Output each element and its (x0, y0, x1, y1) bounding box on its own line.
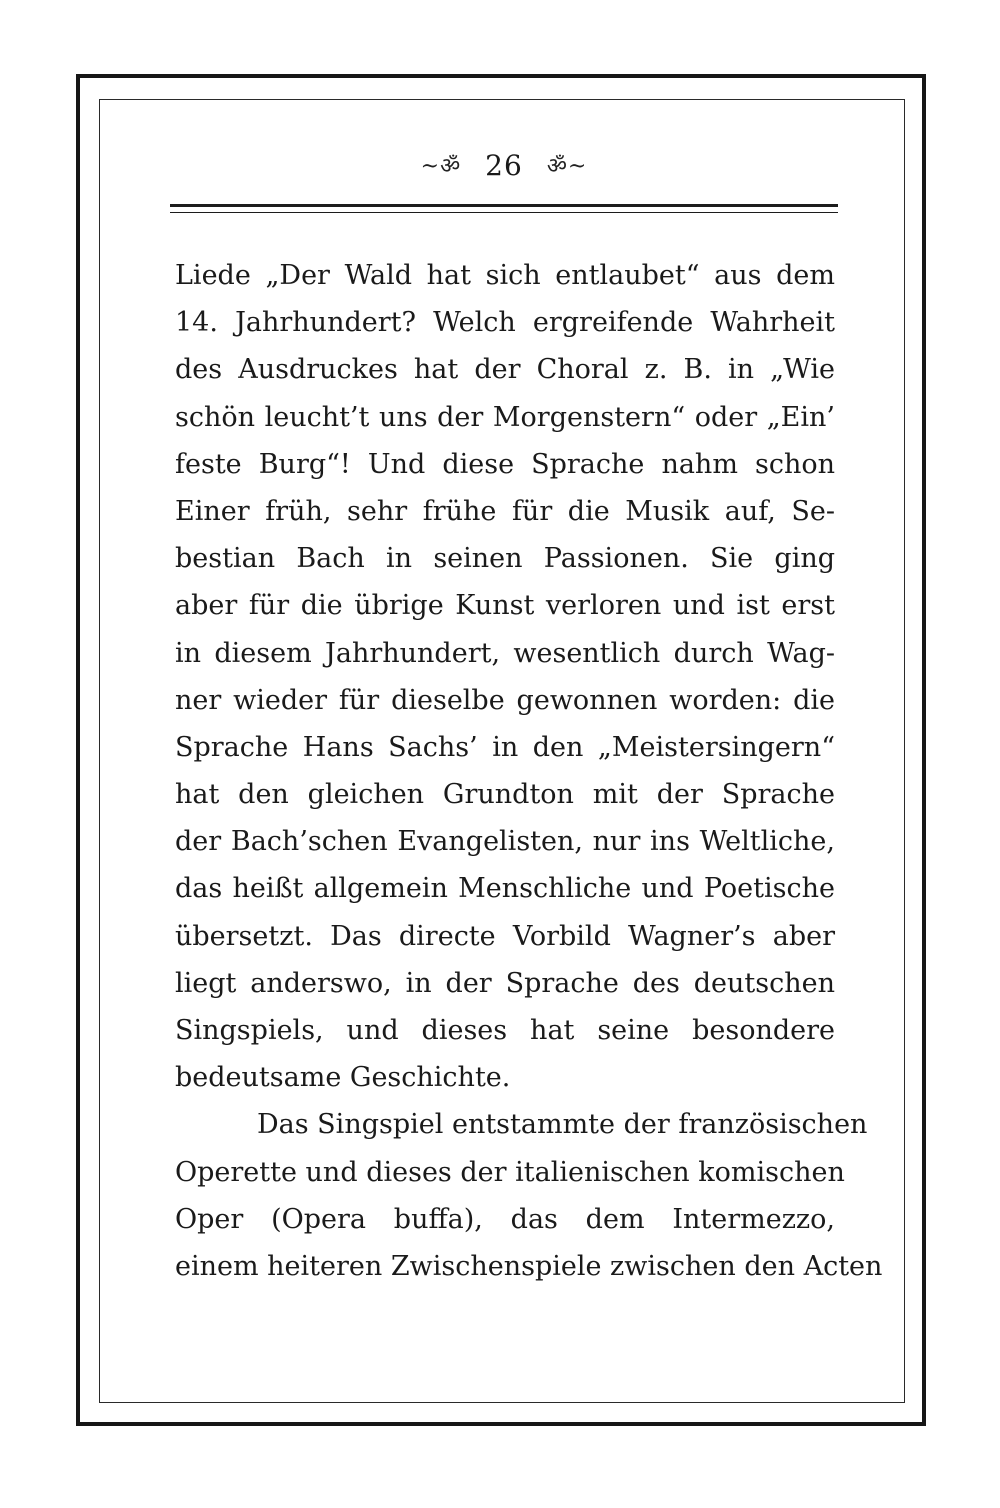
text-line: Sprache Hans Sachs’ in den „Meistersingern“ (175, 731, 835, 763)
text-line: bedeutsame Geschichte. (175, 1062, 511, 1094)
text-line: Oper (Opera buffa), das dem Intermezzo, (175, 1203, 835, 1235)
text-line: hat den gleichen Grundton mit der Sprache (175, 779, 835, 811)
text-line: einem heiteren Zwischenspiele zwischen den Acten (175, 1250, 883, 1282)
page-header (170, 140, 838, 190)
text-line: 14. Jahrhundert? Welch ergreifende Wahrheit (175, 307, 835, 339)
body-text (175, 252, 883, 1290)
text-line: in diesem Jahrhundert, wesentlich durch Wag- (175, 637, 835, 669)
text-line: bestian Bach in seinen Passionen. Sie ging (175, 543, 835, 575)
text-line: Das Singspiel entstammte der französischen (257, 1109, 868, 1141)
text-line: feste Burg“! Und diese Sprache nahm schon (175, 448, 835, 480)
header-rule-thin (170, 212, 838, 213)
text-line: schön leucht’t uns der Morgenstern“ oder „Ein’ (175, 401, 835, 433)
right-flourish-icon: ॐ~ (546, 154, 588, 179)
text-line: Einer früh, sehr frühe für die Musik auf, Se- (175, 495, 835, 527)
text-line: aber für die übrige Kunst verloren und ist erst (175, 590, 835, 622)
text-line: der Bach’schen Evangelisten, nur ins Weltliche, (175, 826, 835, 858)
text-line: des Ausdruckes hat der Choral z. B. in „Wie (175, 354, 835, 386)
text-line: ner wieder für dieselbe gewonnen worden: die (175, 684, 835, 716)
text-line: Operette und dieses der italienischen komischen (175, 1156, 845, 1188)
text-line: liegt anderswo, in der Sprache des deutschen (175, 967, 835, 999)
text-line: Singspiels, und dieses hat seine besondere (175, 1015, 835, 1046)
page-number: 26 (485, 148, 523, 182)
text-line: Liede „Der Wald hat sich entlaubet“ aus dem (175, 260, 835, 291)
left-flourish-icon: ~ॐ (420, 154, 462, 179)
header-rule-thick (170, 204, 838, 207)
text-line: übersetzt. Das directe Vorbild Wagner’s aber (175, 920, 835, 952)
text-line: das heißt allgemein Menschliche und Poetische (175, 873, 835, 905)
